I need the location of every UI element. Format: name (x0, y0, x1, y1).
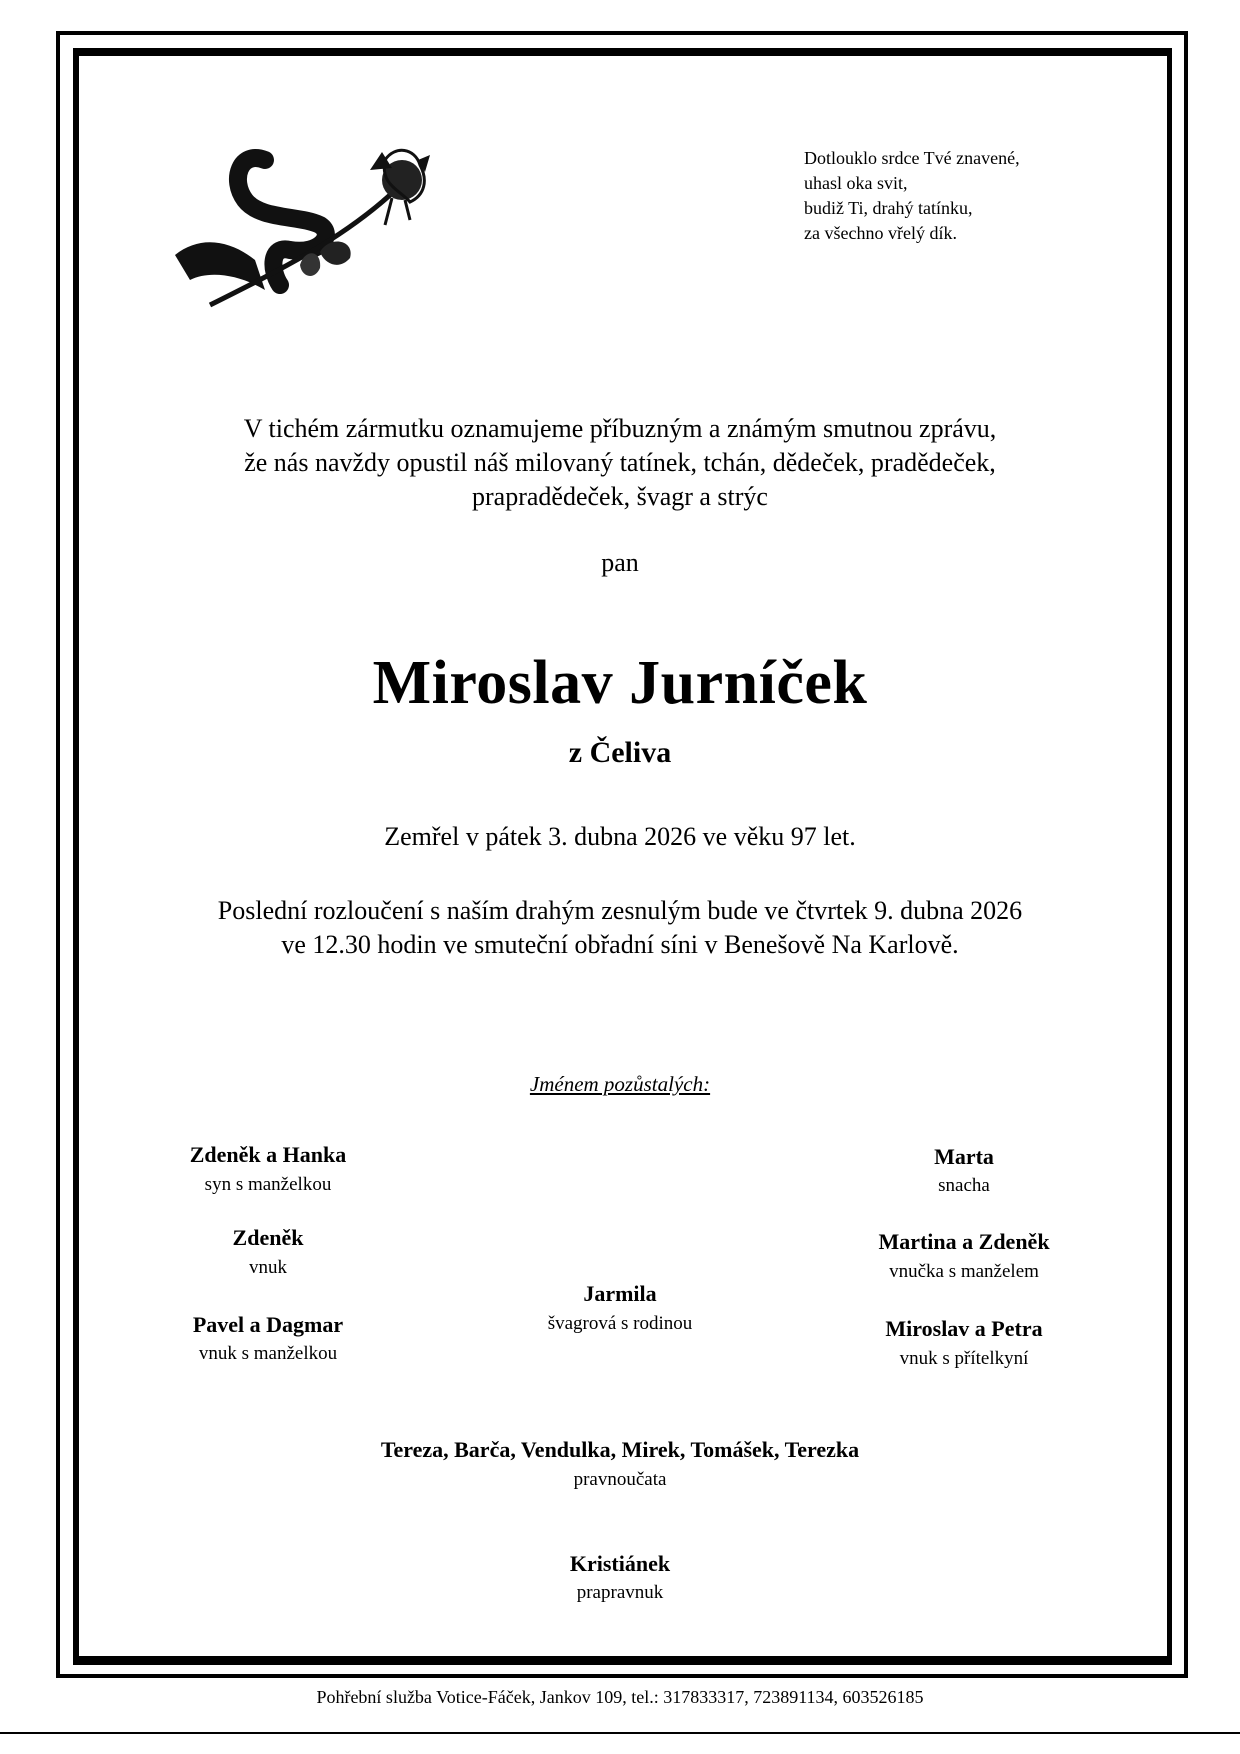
funeral-line: Poslední rozloučení s naším drahým zesnulým bude ve čtvrtek 9. dubna 2026 (217, 896, 1023, 925)
mourner-relation: syn s manželkou (204, 1174, 332, 1195)
mourner-name: Jarmila (583, 1281, 657, 1306)
intro-line: V tichém zármutku oznamujeme příbuzným a známým smutnou zprávu, (243, 414, 997, 443)
great-grandchildren-relation: pravnoučata (573, 1469, 667, 1490)
intro-line: prapradědeček, švagr a strýc (472, 482, 768, 511)
great-great-grandchild-name: Kristiánek (569, 1551, 671, 1576)
mourner-name: Marta (934, 1144, 994, 1169)
mourner-name: Martina a Zdeněk (878, 1229, 1050, 1254)
origin: z Čeliva (568, 736, 672, 769)
divider (0, 1732, 1240, 1734)
poem-line: budiž Ti, drahý tatínku, (804, 198, 973, 218)
mourner-name: Pavel a Dagmar (192, 1312, 344, 1337)
mourner-name: Miroslav a Petra (885, 1316, 1043, 1341)
mourner-name: Zdeněk (232, 1225, 304, 1250)
poem-line: za všechno vřelý dík. (804, 223, 957, 243)
mourner-relation: vnuk (249, 1257, 287, 1278)
funeral-line: ve 12.30 hodin ve smuteční obřadní síni v Benešově Na Karlově. (281, 930, 959, 959)
salutation: pan (601, 548, 639, 577)
mourner-relation: vnuk s manželkou (198, 1343, 338, 1364)
poem-line: uhasl oka svit, (804, 173, 908, 193)
mourners-heading: Jménem pozůstalých: (529, 1072, 711, 1096)
ribbon-rose-ornament-icon (170, 140, 475, 310)
great-great-grandchild-relation: prapravnuk (576, 1582, 664, 1603)
mourner-relation: švagrová s rodinou (547, 1313, 693, 1334)
poem (804, 146, 1020, 246)
mourner-relation: vnučka s manželem (889, 1261, 1039, 1282)
great-grandchildren-names: Tereza, Barča, Vendulka, Mirek, Tomášek, Terezka (380, 1437, 860, 1462)
deceased-name: Miroslav Jurníček (372, 649, 868, 717)
funeral-service-footer: Pohřební služba Votice-Fáček, Jankov 109, tel.: 317833317, 723891134, 603526185 (316, 1687, 924, 1707)
mourner-name: Zdeněk a Hanka (189, 1142, 347, 1167)
poem-line: Dotlouklo srdce Tvé znavené, (804, 148, 1020, 168)
intro-line: že nás navždy opustil náš milovaný tatínek, tchán, dědeček, pradědeček, (244, 448, 996, 477)
mourner-relation: vnuk s přítelkyní (899, 1348, 1029, 1369)
mourner-relation: snacha (938, 1175, 990, 1196)
death-notice: Zemřel v pátek 3. dubna 2026 ve věku 97 let. (384, 822, 856, 851)
